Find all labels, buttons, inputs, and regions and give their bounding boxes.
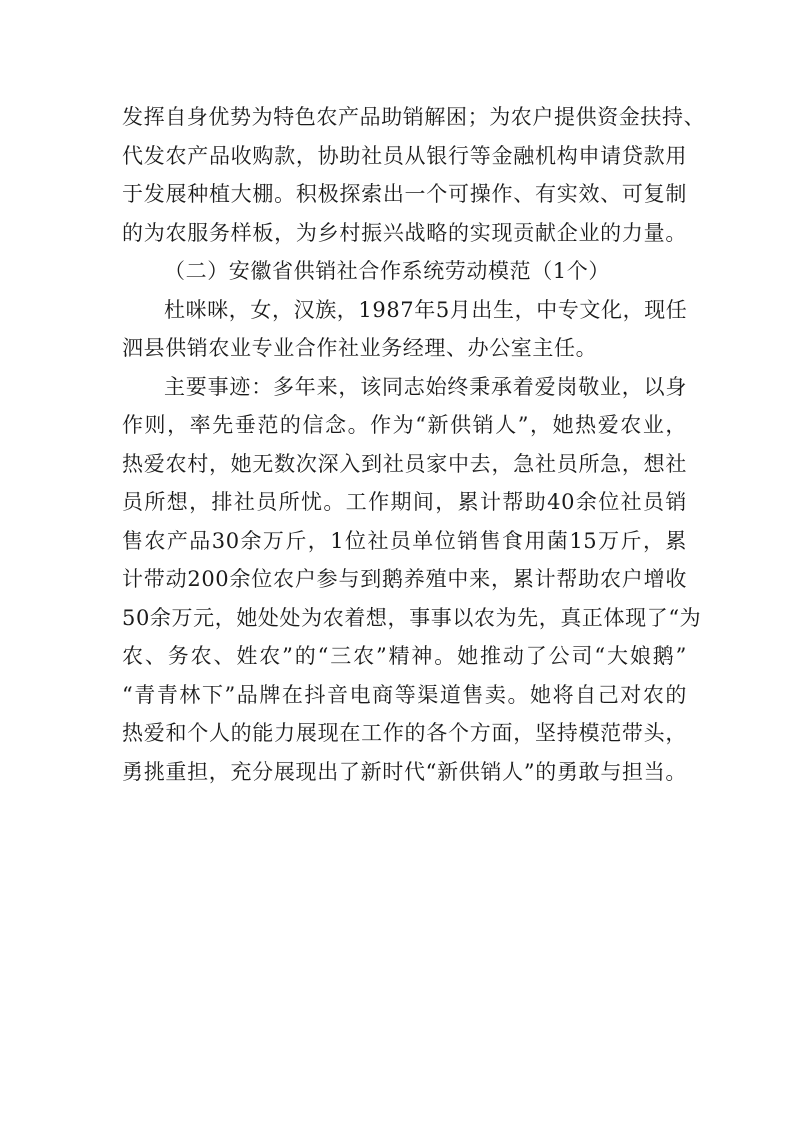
paragraph-line: 热爱和个人的能力展现在工作的各个方面，坚持模范带头， [122, 721, 687, 745]
paragraph-line: 热爱农村，她无数次深入到社员家中去，急社员所急，想社 [122, 451, 687, 476]
paragraph-line: 发挥自身优势为特色农产品助销解困；为农户提供资金扶持、 [122, 105, 706, 129]
paragraph-line: 作则，率先垂范的信念。作为“新供销人”，她热爱农业， [122, 413, 687, 437]
paragraph-line: 代发农产品收购款，协助社员从银行等金融机构申请贷款用 [122, 143, 687, 168]
paragraph-line: 农、务农、姓农”的“三农”精神。她推动了公司“大娘鹅” [122, 644, 687, 668]
paragraph-3 [122, 368, 702, 792]
document-body [122, 98, 706, 791]
paragraph-line: 员所想，排社员所忧。工作期间，累计帮助40余位社员销 [122, 490, 687, 514]
paragraph-line: 的为农服务样板，为乡村振兴战略的实现贡献企业的力量。 [122, 220, 687, 245]
section-heading: （二）安徽省供销社合作系统劳动模范（1个） [164, 259, 610, 283]
paragraph-line: 于发展种植大棚。积极探索出一个可操作、有实效、可复制 [122, 182, 687, 206]
paragraph-line: 计带动200余位农户参与到鹅养殖中来，累计帮助农户增收 [122, 567, 687, 591]
paragraph-line: “青青林下”品牌在抖音电商等渠道售卖。她将自己对农的 [122, 682, 687, 707]
paragraph-2 [122, 291, 687, 368]
paragraph-1 [122, 98, 706, 252]
paragraph-line: 杜咪咪，女，汉族，1987年5月出生，中专文化，现任 [164, 297, 688, 322]
paragraph-line: 主要事迹：多年来，该同志始终秉承着爱岗敬业，以身 [164, 374, 687, 399]
paragraph-line: 泗县供销农业专业合作社业务经理、办公室主任。 [122, 336, 598, 360]
paragraph-line: 勇挑重担，充分展现出了新时代“新供销人”的勇敢与担当。 [122, 759, 687, 784]
paragraph-line: 售农产品30余万斤，1位社员单位销售食用菌15万斤，累 [122, 528, 687, 553]
paragraph-line: 50余万元，她处处为农着想，事事以农为先，真正体现了“为 [122, 605, 702, 630]
